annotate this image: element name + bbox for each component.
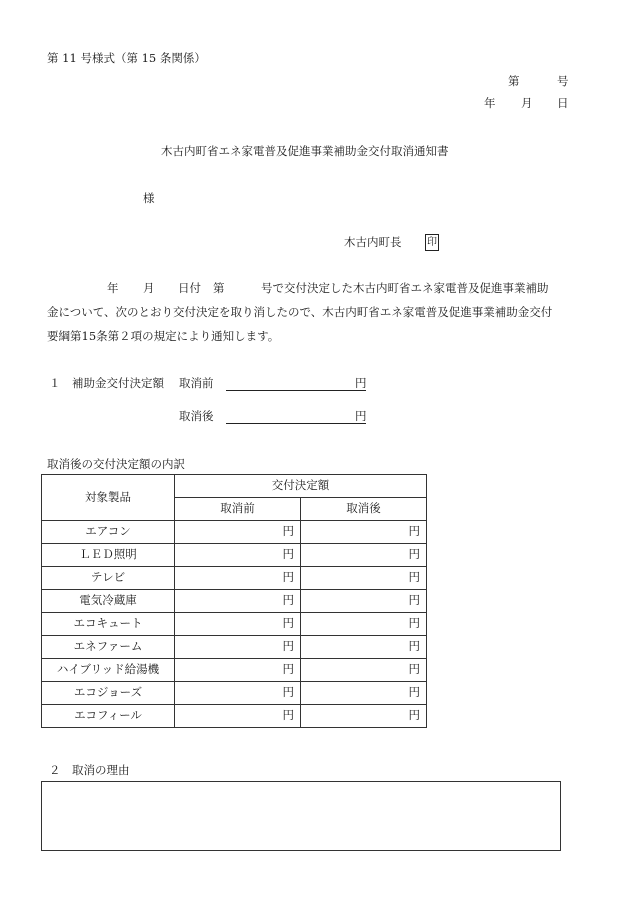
form-number: 第 11 号様式（第 15 条関係） xyxy=(47,51,206,65)
before-cell: 円 xyxy=(175,705,301,728)
before-cell: 円 xyxy=(175,590,301,613)
table-row xyxy=(42,544,427,567)
breakdown-caption: 取消後の交付決定額の内訳 xyxy=(47,457,185,471)
after-cell: 円 xyxy=(301,705,427,728)
doc-number-go: 号 xyxy=(557,74,569,88)
product-name: エコフィール xyxy=(42,705,175,728)
table-row xyxy=(42,590,427,613)
header-before: 取消前 xyxy=(175,498,301,521)
body-month: 月 xyxy=(143,281,155,295)
before-cell: 円 xyxy=(175,636,301,659)
issuer-name: 木古内町長 xyxy=(344,235,402,249)
table-row xyxy=(42,613,427,636)
table-row xyxy=(42,567,427,590)
before-cell: 円 xyxy=(175,682,301,705)
breakdown-table xyxy=(41,474,427,728)
before-cell: 円 xyxy=(175,544,301,567)
table-row xyxy=(42,705,427,728)
after-cell: 円 xyxy=(301,682,427,705)
section2-heading: ２ 取消の理由 xyxy=(49,763,130,777)
after-cell: 円 xyxy=(301,521,427,544)
before-yen: 円 xyxy=(355,376,367,390)
after-cell: 円 xyxy=(301,613,427,636)
before-cell: 円 xyxy=(175,521,301,544)
addressee-suffix: 様 xyxy=(143,191,155,205)
document-title: 木古内町省エネ家電普及促進事業補助金交付取消通知書 xyxy=(161,144,449,158)
before-cell: 円 xyxy=(175,567,301,590)
body-line2: 金について、次のとおり交付決定を取り消したので、木古内町省エネ家電普及促進事業補助金交付 xyxy=(47,305,553,319)
product-name: ＬＥＤ照明 xyxy=(42,544,175,567)
before-cell: 円 xyxy=(175,659,301,682)
table-row xyxy=(42,636,427,659)
after-cell: 円 xyxy=(301,659,427,682)
table-row xyxy=(42,659,427,682)
product-name: エアコン xyxy=(42,521,175,544)
header-product: 対象製品 xyxy=(42,475,175,521)
body-line3: 要綱第15条第２項の規定により通知します。 xyxy=(47,329,280,343)
before-cell: 円 xyxy=(175,613,301,636)
date-day: 日 xyxy=(557,96,569,110)
body-dai: 第 xyxy=(213,281,225,295)
after-cell: 円 xyxy=(301,636,427,659)
before-amount-line xyxy=(226,390,366,391)
after-cell: 円 xyxy=(301,544,427,567)
product-name: テレビ xyxy=(42,567,175,590)
table-row xyxy=(42,521,427,544)
body-year: 年 xyxy=(107,281,119,295)
after-yen: 円 xyxy=(355,409,367,423)
header-amount: 交付決定額 xyxy=(175,475,427,498)
product-name: エコキュート xyxy=(42,613,175,636)
after-cell: 円 xyxy=(301,590,427,613)
after-cell: 円 xyxy=(301,567,427,590)
header-after: 取消後 xyxy=(301,498,427,521)
seal-mark: 印 xyxy=(425,234,439,251)
before-label: 取消前 xyxy=(179,376,214,390)
after-label: 取消後 xyxy=(179,409,214,423)
date-month: 月 xyxy=(521,96,533,110)
body-day: 日付 xyxy=(178,281,201,295)
section1-heading: １ 補助金交付決定額 xyxy=(49,376,164,390)
product-name: 電気冷蔵庫 xyxy=(42,590,175,613)
product-name: エコジョーズ xyxy=(42,682,175,705)
product-name: エネファーム xyxy=(42,636,175,659)
doc-number-dai: 第 xyxy=(508,74,520,88)
date-year: 年 xyxy=(484,96,496,110)
after-amount-line xyxy=(226,423,366,424)
reason-box xyxy=(41,781,561,851)
table-row xyxy=(42,682,427,705)
product-name: ハイブリッド給湯機 xyxy=(42,659,175,682)
body-line1: 号で交付決定した木古内町省エネ家電普及促進事業補助 xyxy=(261,281,549,295)
